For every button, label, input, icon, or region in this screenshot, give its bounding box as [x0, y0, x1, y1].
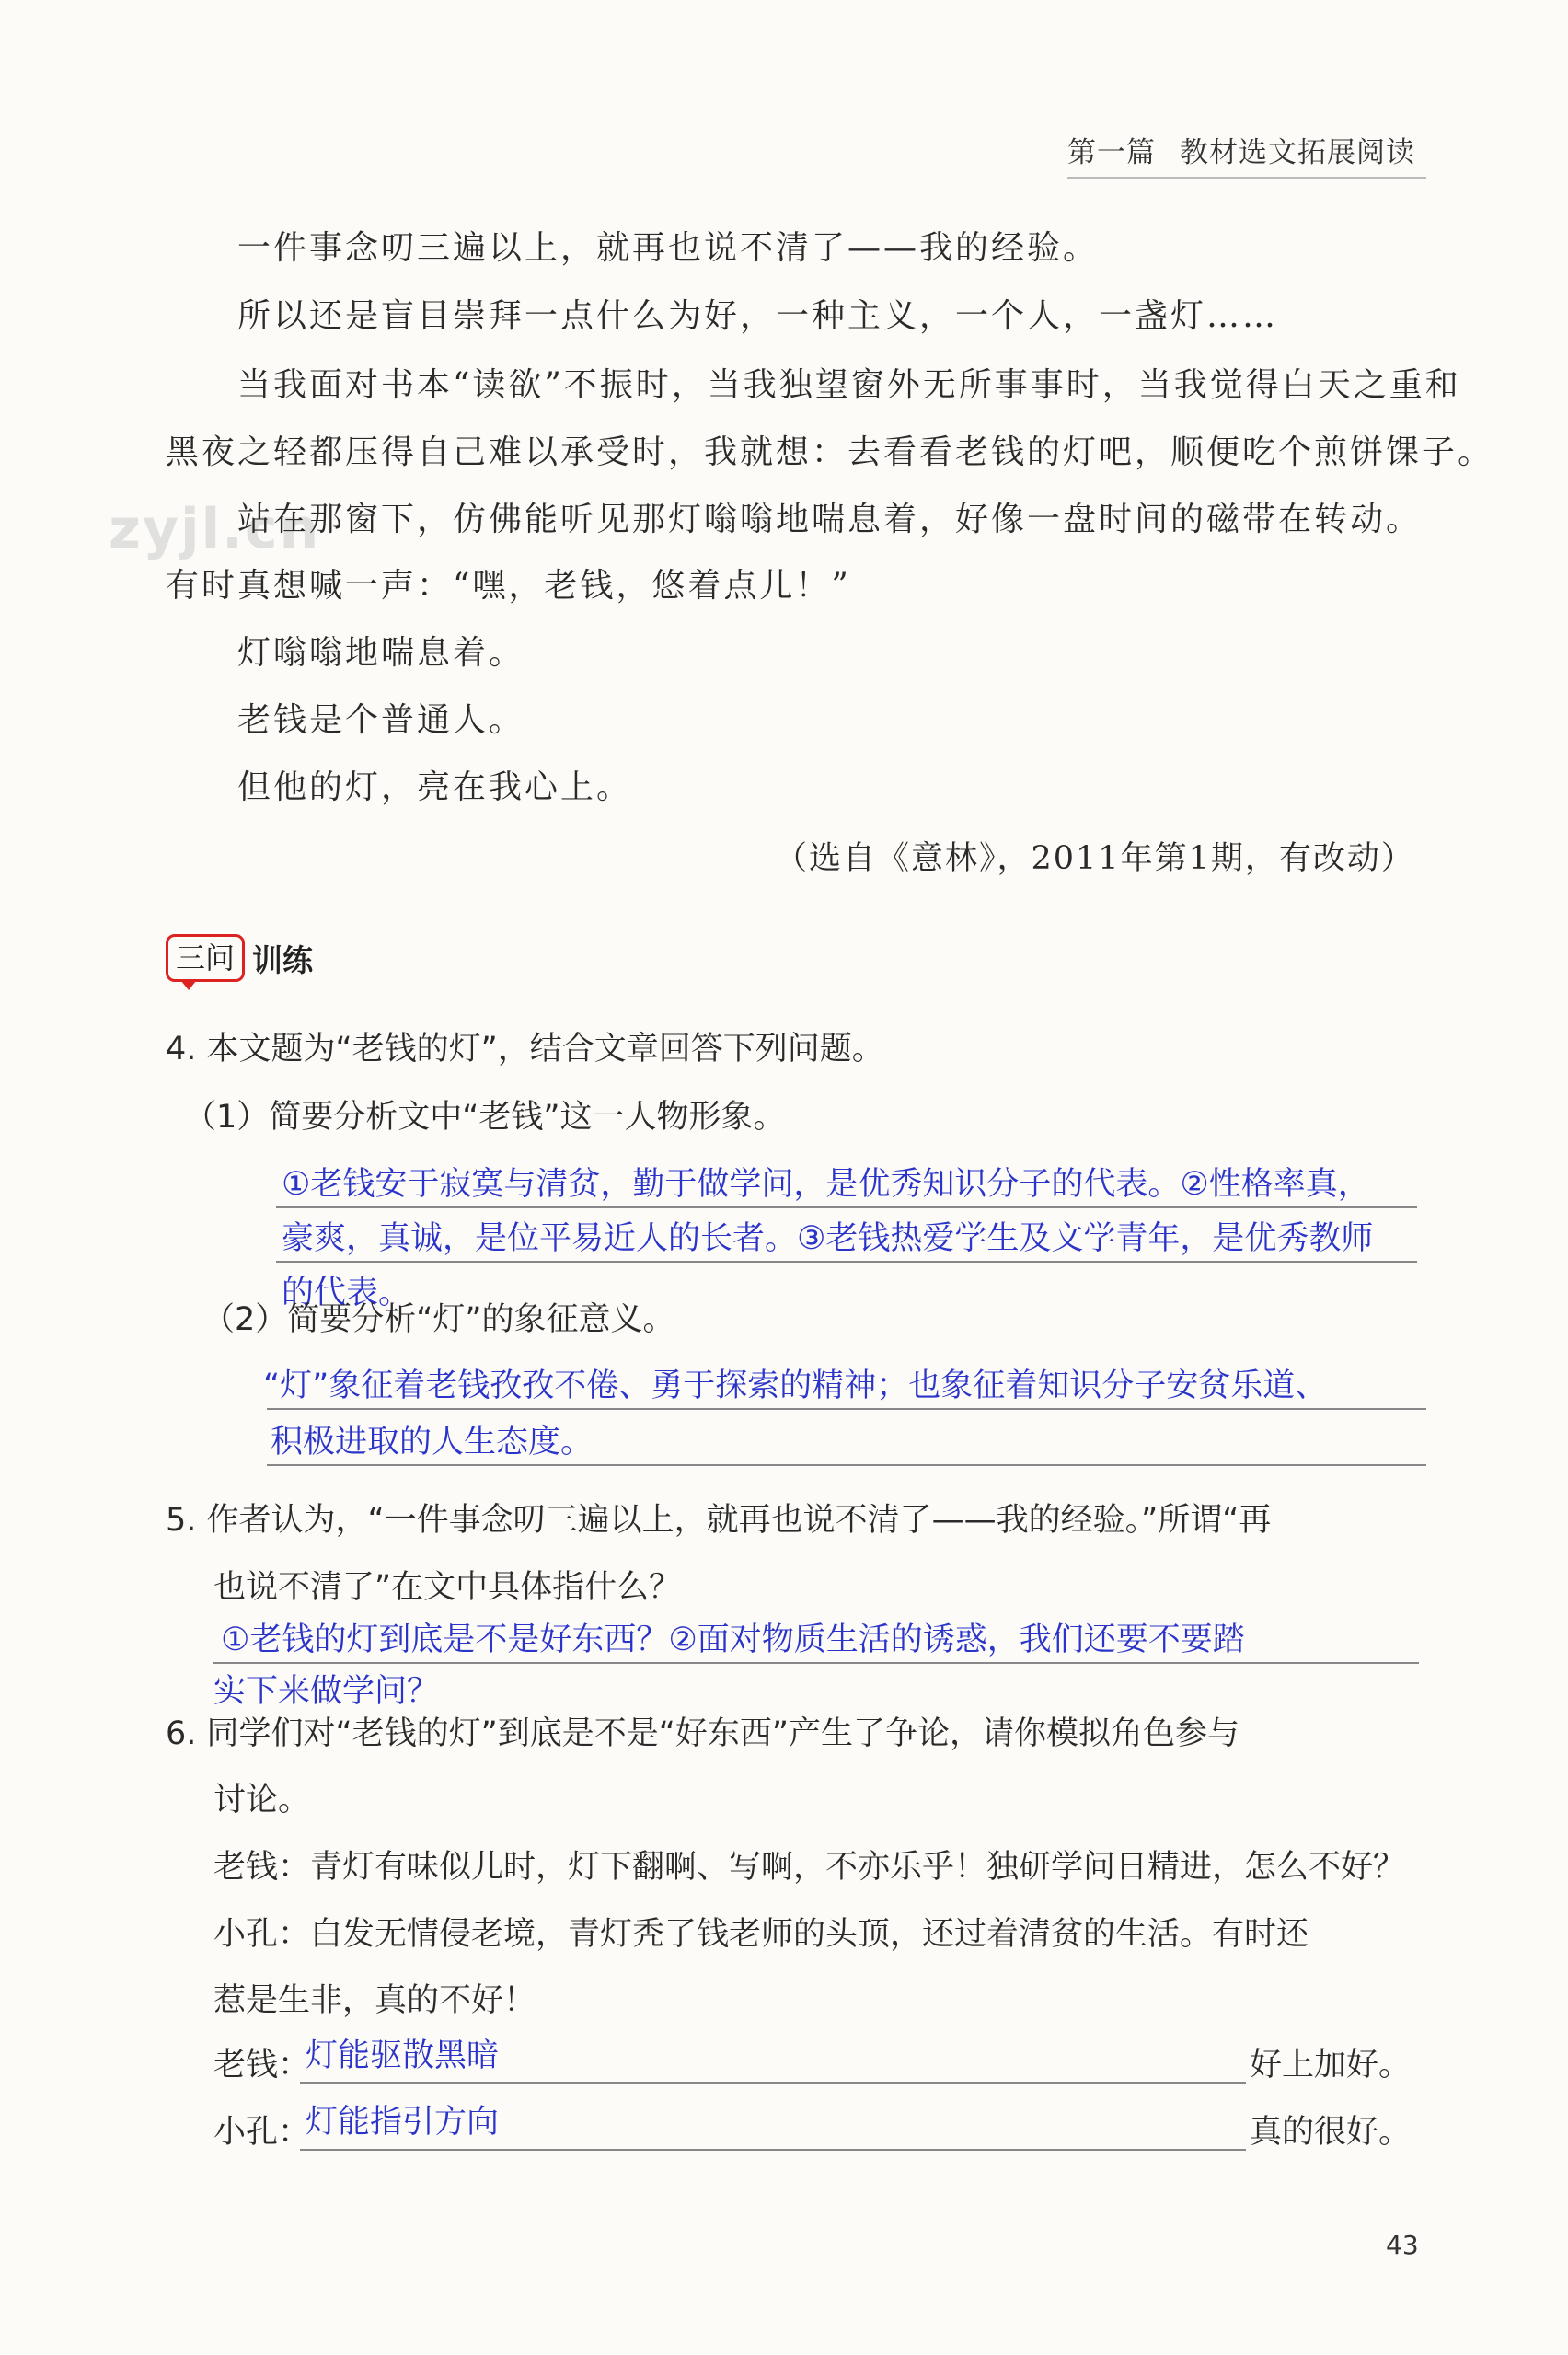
question-4-sub2: （2）简要分析“灯”的象征意义。	[202, 1301, 675, 1338]
passage-line: 站在那窗下，仿佛能听见那灯嗡嗡地喘息着，好像一盘时间的磁带在转动。	[237, 501, 1423, 538]
passage-line: 黑夜之轻都压得自己难以承受时，我就想：去看看老钱的灯吧，顺便吃个煎饼馃子。	[166, 433, 1494, 471]
section-label: 训练	[252, 941, 314, 978]
fill-ending-1: 好上加好。	[1250, 2047, 1412, 2084]
fill-answer-1: 灯能驱散黑暗	[306, 2038, 500, 2074]
answer-rule	[267, 1408, 1426, 1410]
question-6-stem-line: 讨论。	[213, 1782, 311, 1818]
answer-rule	[213, 1662, 1419, 1664]
answer-4-1-line: 的代表。	[282, 1275, 411, 1311]
question-6-stem-line: 6. 同学们对“老钱的灯”到底是不是“好东西”产生了争论，请你模拟角色参与	[166, 1715, 1240, 1752]
answer-5-line: 实下来做学问？	[213, 1673, 440, 1710]
answer-rule	[267, 1464, 1426, 1466]
answer-4-2-line: 积极进取的人生态度。	[271, 1424, 594, 1460]
fill-speaker-2: 小孔：	[213, 2114, 311, 2151]
fill-blank-1	[300, 2082, 1246, 2084]
answer-4-1-line: ①老钱安于寂寞与清贫，勤于做学问，是优秀知识分子的代表。②性格率真，	[282, 1166, 1370, 1203]
page-number: 43	[1386, 2230, 1419, 2260]
running-header	[1067, 129, 1426, 179]
passage-line: 一件事念叨三遍以上，就再也说不清了——我的经验。	[237, 229, 1100, 267]
fill-ending-2: 真的很好。	[1250, 2114, 1412, 2151]
passage-line: 老钱是个普通人。	[237, 701, 525, 739]
question-4-stem: 4. 本文题为“老钱的灯”，结合文章回答下列问题。	[166, 1031, 884, 1068]
question-5-stem-line: 5. 作者认为，“一件事念叨三遍以上，就再也说不清了——我的经验。”所谓“再	[166, 1502, 1272, 1539]
fill-blank-2	[300, 2149, 1246, 2151]
question-5-stem-line: 也说不清了”在文中具体指什么？	[213, 1569, 682, 1606]
answer-4-2-line: “灯”象征着老钱孜孜不倦、勇于探索的精神；也象征着知识分子安贫乐道、	[263, 1368, 1328, 1404]
source-citation: （选自《意林》，2011年第1期，有改动）	[775, 840, 1415, 877]
answer-rule	[276, 1206, 1417, 1208]
section-badge: 三问	[166, 934, 245, 982]
passage-line: 但他的灯，亮在我心上。	[237, 768, 633, 806]
passage-line: 灯嗡嗡地喘息着。	[237, 634, 525, 672]
dialog-line: 小孔：白发无情侵老境，青灯秃了钱老师的头顶，还过着清贫的生活。有时还	[213, 1916, 1309, 1953]
section-header	[166, 934, 313, 989]
header-part: 第一篇	[1067, 136, 1156, 169]
dialog-line: 惹是生非，真的不好！	[213, 1982, 536, 2019]
answer-4-1-line: 豪爽，真诚，是位平易近人的长者。③老钱热爱学生及文学青年，是优秀教师	[282, 1220, 1374, 1257]
header-title: 教材选文拓展阅读	[1180, 136, 1415, 169]
answer-5-line: ①老钱的灯到底是不是好东西？②面对物质生活的诱惑，我们还要不要踏	[221, 1622, 1245, 1658]
fill-answer-2: 灯能指引方向	[306, 2104, 500, 2141]
question-4-sub1: （1）简要分析文中“老钱”这一人物形象。	[184, 1099, 786, 1136]
answer-rule	[276, 1261, 1417, 1263]
dialog-line: 老钱：青灯有味似儿时，灯下翻啊、写啊，不亦乐乎！独研学问日精进，怎么不好？	[213, 1849, 1406, 1886]
passage-line: 所以还是盲目崇拜一点什么为好，一种主义，一个人，一盏灯……	[237, 297, 1279, 335]
watermark: zyjl.cn	[109, 497, 321, 561]
fill-speaker-1: 老钱：	[213, 2047, 311, 2084]
passage-line: 当我面对书本“读欲”不振时，当我独望窗外无所事事时，当我觉得白天之重和	[237, 366, 1461, 404]
passage-line: 有时真想喊一声：“嘿，老钱，悠着点儿！”	[166, 567, 851, 605]
